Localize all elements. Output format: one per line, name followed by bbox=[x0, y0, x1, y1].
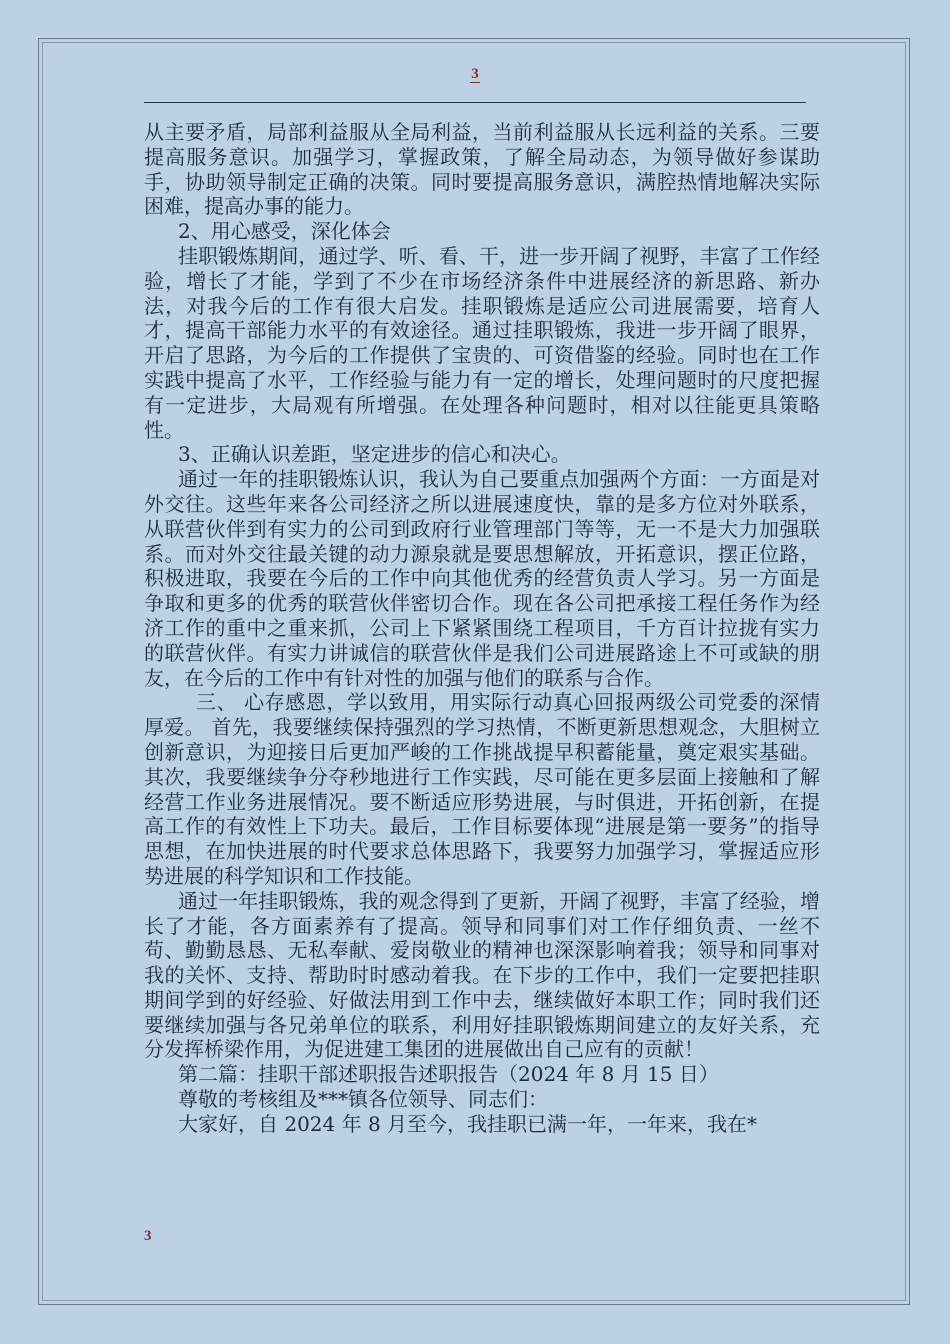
document-body bbox=[144, 120, 820, 1137]
paragraph-conclusion: 通过一年挂职锻炼，我的观念得到了更新，开阔了视野，丰富了经验，增长了才能，各方面素养有了提高。领导和同事们对工作仔细负责、一丝不苟、勤勤恳恳、无私奉献、爱岗敬业的精神也深深影响着我；领导和同事对我的关怀、支持、帮助时时感动着我。在下步的工作中，我们一定要把挂职期间学到的好经验、好做法用到工作中去，继续做好本职工作；同时我们还要继续加强与各兄弟单位的联系，利用好挂职锻炼期间建立的友好关系，充分发挥桥梁作用，为促进建工集团的进展做出自己应有的贡献！ bbox=[144, 888, 820, 1062]
second-article-title: 第二篇：挂职干部述职报告述职报告（2024 年 8 月 15 日） bbox=[178, 1062, 719, 1087]
paragraph-two-aspects: 通过一年的挂职锻炼认识，我认为自己要重点加强两个方面：一方面是对外交往。这些年来各公司经济之所以进展速度快，靠的是多方位对外联系，从联营伙伴到有实力的公司到政府行业管理部门等等，无一不是大力加强联系。而对外交往最关键的动力源泉就是要思想解放，开拓意识，摆正位路，积极进取，我要在今后的工作中向其他优秀的经营负责人学习。另一方面是争取和更多的优秀的联营伙伴密切合作。现在各公司把承接工程任务作为经济工作的重中之重来抓，公司上下紧紧围绕工程项目，千方百计拉拢有实力的联营伙伴。有实力讲诚信的联营伙伴是我们公司进展路途上不可或缺的朋友，在今后的工作中有针对性的加强与他们的联系与合作。 bbox=[144, 467, 820, 690]
footer-page-number: 3 bbox=[144, 1228, 152, 1244]
header-page-number: 3 bbox=[471, 66, 479, 82]
paragraph-experience: 挂职锻炼期间，通过学、听、看、干，进一步开阔了视野，丰富了工作经验，增长了才能，学到了不少在市场经济条件中进展经济的新思路、新办法，对我今后的工作有很大启发。挂职锻炼是适应公司进展需要，培育人才，提高干部能力水平的有效途径。通过挂职锻炼，我进一步开阔了眼界，开启了思路，为今后的工作提供了宝贵的、可资借鉴的经验。同时也在工作实践中提高了水平，工作经验与能力有一定的增长，处理问题时的尺度把握有一定进步，大局观有所增强。在处理各种问题时，相对以往能更具策略性。 bbox=[144, 243, 820, 442]
paragraph-opening: 大家好，自 2024 年 8 月至今，我挂职已满一年，一年来，我在* bbox=[178, 1111, 758, 1136]
header-divider bbox=[144, 102, 806, 103]
paragraph-continuation: 从主要矛盾，局部利益服从全局利益，当前利益服从长远利益的关系。三要提高服务意识。加强学习，掌握政策，了解全局动态，为领导做好参谋助手，协助领导制定正确的决策。同时要提高服务意识，满腔热情地解决实际困难，提高办事的能力。 bbox=[144, 120, 820, 219]
section-heading-3: 3、正确认识差距，坚定进步的信心和决心。 bbox=[178, 442, 571, 467]
paragraph-gratitude: 三、 心存感恩，学以致用，用实际行动真心回报两级公司党委的深情厚爱。 首先，我要继续保持强烈的学习热情，不断更新思想观念，大胆树立创新意识，为迎接日后更加严峻的工作挑战提早积蓄能量，奠定艰实基础。 其次，我要继续争分夺秒地进行工作实践，尽可能在更多层面上接触和了解经营工作业务进展情况。要不断适应形势进展，与时俱进，开拓创新，在提高工作的有效性上下功夫。最后，工作目标要体现“进展是第一要务”的指导思想，在加快进展的时代要求总体思路下，我要努力加强学习，掌握适应形势进展的科学知识和工作技能。 bbox=[144, 690, 820, 888]
section-heading-2: 2、用心感受，深化体会 bbox=[178, 219, 391, 244]
salutation: 尊敬的考核组及***镇各位领导、同志们： bbox=[178, 1087, 548, 1112]
